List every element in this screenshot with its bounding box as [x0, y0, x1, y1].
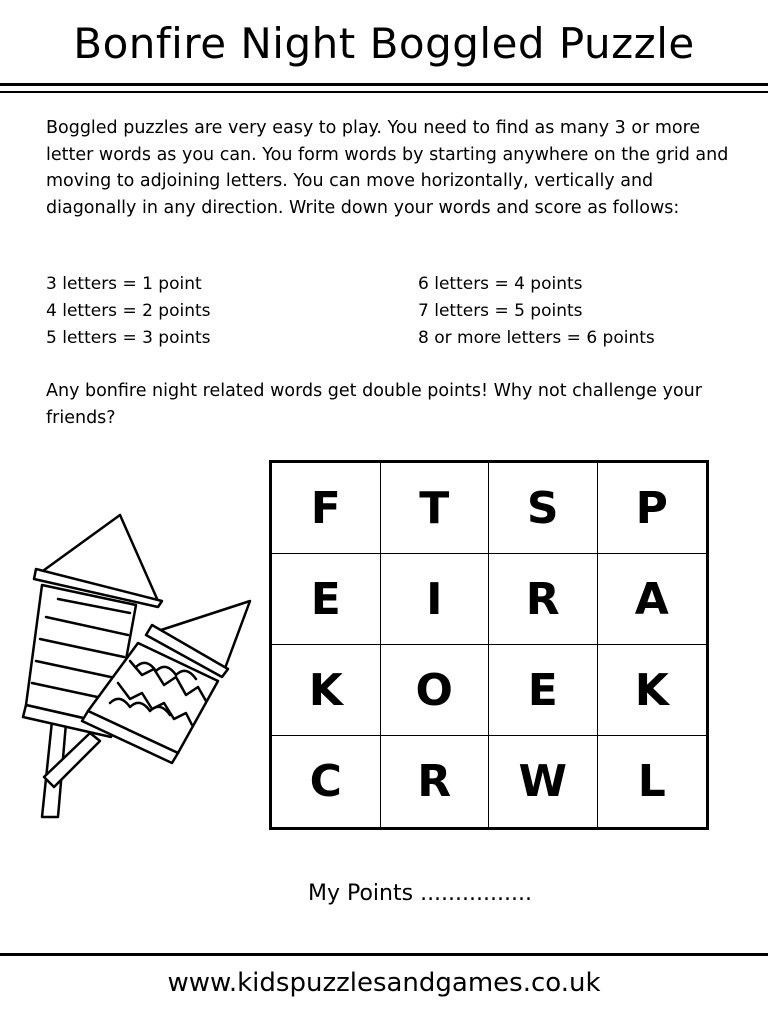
- scoring-rule: 7 letters = 5 points: [418, 301, 583, 321]
- grid-cell[interactable]: R: [381, 736, 490, 827]
- scoring-column-left: [46, 271, 211, 352]
- grid-cell[interactable]: P: [598, 463, 707, 554]
- scoring-column-right: [418, 271, 655, 352]
- instructions-text: Boggled puzzles are very easy to play. You need to find as many 3 or more letter words as you can. You form words by starting anywhere on the grid and moving to adjoining letters. You can move horizontally, vertically and diagonally in any direction. Write down your words and score as follows:: [46, 118, 729, 218]
- boggle-letter-grid: [269, 460, 709, 830]
- grid-cell[interactable]: K: [272, 645, 381, 736]
- grid-cell[interactable]: W: [489, 736, 598, 827]
- grid-cell[interactable]: L: [637, 756, 666, 807]
- grid-cell[interactable]: A: [598, 554, 707, 645]
- page-title: Bonfire Night Boggled Puzzle: [73, 19, 695, 68]
- bonus-text: Any bonfire night related words get double points! Why not challenge your friends?: [46, 381, 702, 428]
- grid-cell[interactable]: R: [489, 554, 598, 645]
- grid-cell[interactable]: O: [381, 645, 490, 736]
- firework-rockets-icon: [18, 505, 263, 825]
- footer-website: www.kidspuzzlesandgames.co.uk: [167, 968, 601, 998]
- grid-cell[interactable]: I: [381, 554, 490, 645]
- scoring-rule: 8 or more letters = 6 points: [418, 328, 655, 348]
- grid-cell[interactable]: K: [598, 645, 707, 736]
- grid-cell[interactable]: S: [489, 463, 598, 554]
- scoring-rule: 3 letters = 1 point: [46, 274, 202, 294]
- scoring-rule: 5 letters = 3 points: [46, 328, 211, 348]
- my-points-field[interactable]: My Points ................: [308, 881, 532, 906]
- scoring-rule: 6 letters = 4 points: [418, 274, 583, 294]
- title-divider-bottom: [0, 91, 768, 93]
- grid-cell[interactable]: E: [272, 554, 381, 645]
- grid-cell[interactable]: F: [272, 463, 381, 554]
- footer-divider: [0, 953, 768, 956]
- grid-cell[interactable]: C: [272, 736, 381, 827]
- grid-cell[interactable]: T: [381, 463, 490, 554]
- grid-cell[interactable]: E: [489, 645, 598, 736]
- scoring-rule: 4 letters = 2 points: [46, 301, 211, 321]
- title-divider-top: [0, 83, 768, 86]
